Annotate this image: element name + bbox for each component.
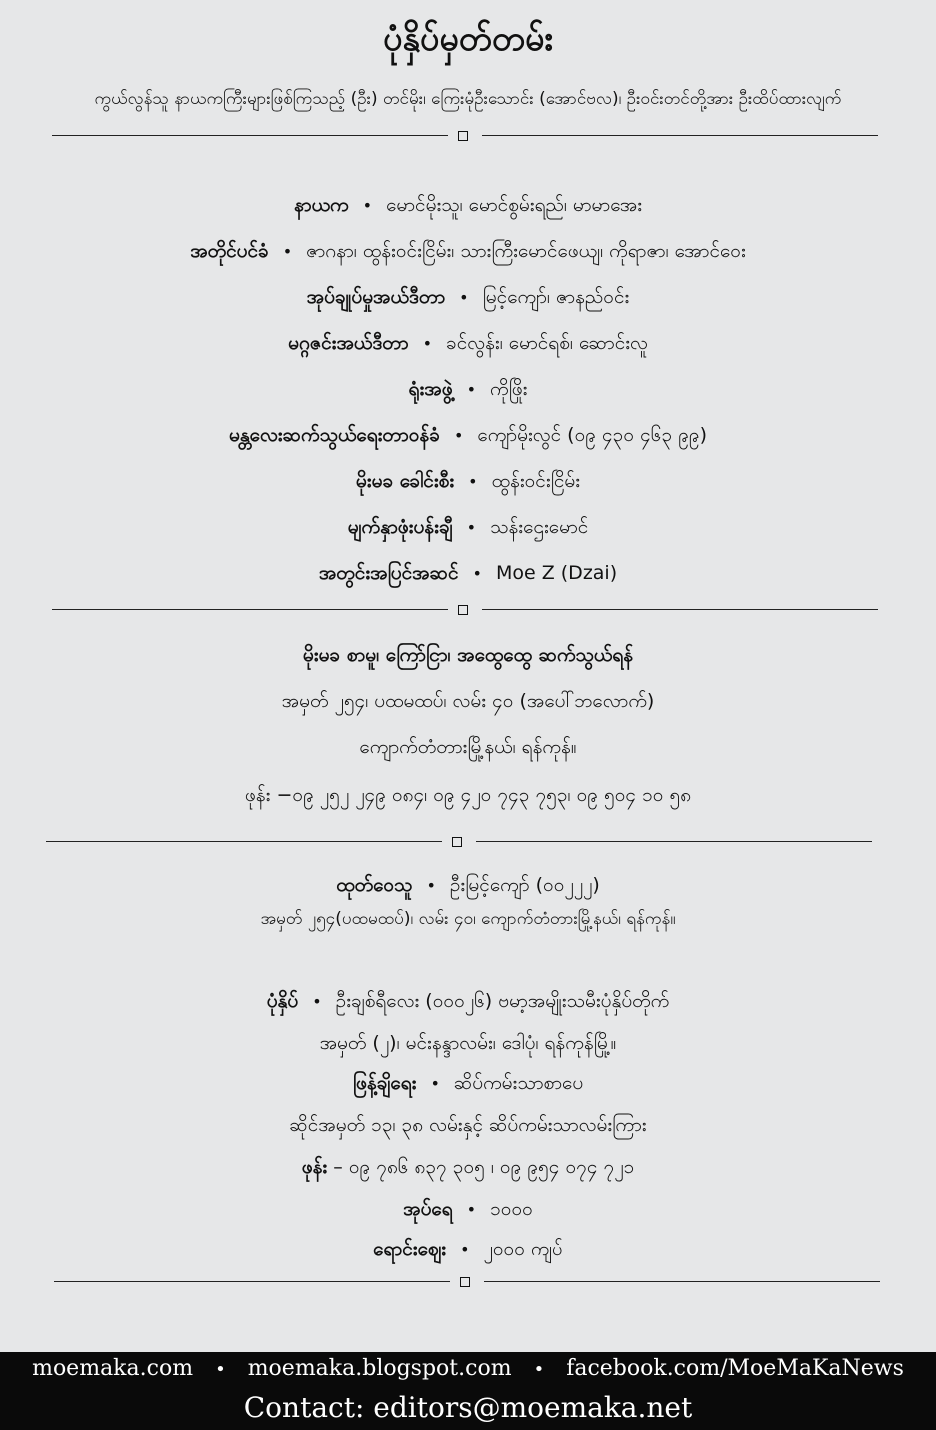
contact-heading-text: မိုးမခ စာမူ၊ ကြော်ငြာ၊ အထွေထွေ ဆက်သွယ်ရန် — [302, 644, 634, 666]
price-row — [0, 1234, 936, 1265]
section-divider — [46, 836, 872, 848]
bullet-icon: • — [312, 992, 322, 1011]
staff-row — [0, 420, 936, 451]
publisher-label: ထုတ်ဝေသူ — [336, 874, 413, 896]
phone-numbers: – ၀၉ ၇၈၆ ၈၃၇ ၃၀၅ ၊ ၀၉ ၉၅၄ ၀၇၄ ၇၂၁ — [333, 1156, 635, 1178]
bullet-icon: • — [466, 518, 477, 537]
staff-row — [0, 374, 936, 405]
distribution-phone — [0, 1152, 936, 1182]
distribution-name: ဆိပ်ကမ်းသာစာပေ — [453, 1072, 584, 1094]
staff-names: မောင်မိုးသူ၊ မောင်စွမ်းရည်၊ မာမာအေး — [386, 194, 643, 216]
copies-label: အုပ်ရေ — [403, 1198, 453, 1220]
staff-role: နာယက — [293, 194, 349, 216]
copies-row — [0, 1194, 936, 1225]
staff-names: ကိုဖြိုး — [490, 378, 528, 400]
staff-row — [0, 190, 936, 221]
contact-address-line: ကျောက်တံတားမြို့နယ်၊ ရန်ကုန်။ — [359, 736, 577, 758]
staff-names: ထွန်းဝင်းငြိမ်း — [491, 470, 581, 492]
blog-link[interactable]: moemaka.blogspot.com — [247, 1356, 512, 1381]
staff-names: ကျော်မိုးလွင် (၀၉ ၄၃၀ ၄၆၃ ၉၉) — [477, 424, 707, 446]
contact-heading — [0, 640, 936, 670]
bullet-icon: • — [466, 1200, 477, 1219]
bullet-icon: • — [426, 876, 436, 895]
separator-dot: • — [533, 1359, 545, 1380]
separator-dot: • — [215, 1359, 226, 1380]
contact-address-line: အမှတ် ၂၅၄၊ ပထမထပ်၊ လမ်း ၄၀ (အပေါ်ဘလောက်) — [281, 690, 655, 712]
staff-role: မိုးမခ ခေါင်းစီး — [355, 470, 455, 492]
section-divider — [54, 1276, 880, 1288]
footer-bar — [0, 1352, 936, 1430]
page-title: ပုံနှိပ်မှတ်တမ်း — [382, 19, 554, 59]
bullet-icon: • — [459, 288, 469, 307]
divider-square-icon — [458, 131, 468, 141]
printer-row — [0, 986, 936, 1017]
price-label: ရောင်းဈေး — [373, 1238, 447, 1260]
memorial-line: ကွယ်လွန်သူ နာယကကြီးများဖြစ်ကြသည့် (ဦး) တင်မိုး၊ ကြေးမုံဦးသောင်း (အောင်ဗလ)၊ ဦးဝင်းတင်တို့အား ဦးထိပ်ထားလျက် — [94, 89, 842, 109]
staff-role: အုပ်ချုပ်မှုအယ်ဒီတာ — [306, 286, 446, 308]
publisher-address: အမှတ် ၂၅၄(ပထမထပ်)၊ လမ်း ၄၀၊ ကျောက်တံတားမြို့နယ်၊ ရန်ကုန်။ — [260, 909, 676, 929]
staff-row — [0, 466, 936, 497]
bullet-icon: • — [466, 380, 476, 399]
staff-role: ရုံးအဖွဲ့ — [408, 378, 453, 400]
section-divider — [52, 130, 878, 142]
staff-role: မဂ္ဂဇင်းအယ်ဒီတာ — [288, 332, 409, 354]
distribution-label: ဖြန့်ချိရေး — [352, 1072, 417, 1094]
bullet-icon: • — [453, 426, 464, 445]
footer-links — [0, 1353, 936, 1386]
bullet-icon: • — [282, 242, 293, 261]
bullet-icon: • — [422, 334, 433, 353]
printer-label: ပုံနှိပ် — [266, 990, 299, 1012]
section-divider — [52, 604, 878, 616]
contact-email[interactable]: Contact: editors@moemaka.net — [243, 1391, 693, 1424]
bullet-icon: • — [472, 564, 482, 583]
distribution-row — [0, 1068, 936, 1099]
staff-names: Moe Z (Dzai) — [495, 562, 618, 584]
staff-row — [0, 558, 936, 589]
copies-value: ၁၀၀၀ — [490, 1198, 533, 1220]
staff-row — [0, 512, 936, 543]
staff-names: သန်းဌေးမောင် — [490, 516, 589, 538]
staff-names: ဇာဂနာ၊ ထွန်းဝင်းငြိမ်း၊ သားကြီးမောင်ဖေယျ၊ ကိုရာဇာ၊ အောင်ဝေး — [306, 240, 746, 262]
distribution-address: ဆိုင်အမှတ် ၁၃၊ ၃၈ လမ်းနှင့် ဆိပ်ကမ်းသာလမ်းကြား — [289, 1114, 647, 1136]
publisher-row — [0, 870, 936, 901]
staff-row — [0, 328, 936, 359]
printer-address: အမှတ် (၂)၊ မင်းနန္ဒာလမ်း၊ ဒေါပုံ၊ ရန်ကုန်မြို့။ — [319, 1032, 617, 1054]
bullet-icon: • — [468, 472, 478, 491]
website-link[interactable]: moemaka.com — [32, 1356, 194, 1381]
staff-role: အတွင်းအပြင်အဆင် — [318, 562, 459, 584]
bullet-icon: • — [430, 1074, 440, 1093]
staff-names: မြင့်ကျော်၊ ဇာနည်ဝင်း — [482, 286, 630, 308]
divider-square-icon — [460, 1277, 470, 1287]
publisher-name: ဦးမြင့်ကျော် (၀၀၂၂၂) — [449, 874, 600, 896]
divider-square-icon — [458, 605, 468, 615]
staff-row — [0, 282, 936, 313]
facebook-link[interactable]: facebook.com/MoeMaKaNews — [566, 1356, 904, 1381]
staff-role: မန္တလေးဆက်သွယ်ရေးတာဝန်ခံ — [228, 424, 440, 446]
staff-names: ခင်လွန်း၊ မောင်ရစ်၊ ဆောင်းလူ — [446, 332, 648, 354]
price-value: ၂၀၀၀ ကျပ် — [483, 1238, 563, 1260]
printer-name: ဦးချစ်ရီလေး (၀၀၀၂၆) ဗမာ့အမျိုးသမီးပုံနှိပ်တိုက် — [335, 990, 670, 1012]
staff-role: အတိုင်ပင်ခံ — [190, 240, 269, 262]
bullet-icon: • — [460, 1240, 470, 1259]
divider-square-icon — [452, 837, 462, 847]
bullet-icon: • — [362, 196, 373, 215]
contact-phone: ဖုန်း −၀၉ ၂၅၂ ၂၄၉ ၀၈၄၊ ၀၉ ၄၂၀ ၇၄၃ ၇၅၃၊ ၀၉ ၅၀၄ ၁၀ ၅၈ — [244, 784, 692, 806]
phone-label: ဖုန်း — [301, 1156, 328, 1178]
staff-role: မျက်နှာဖုံးပန်းချီ — [347, 516, 453, 538]
staff-row — [0, 236, 936, 267]
